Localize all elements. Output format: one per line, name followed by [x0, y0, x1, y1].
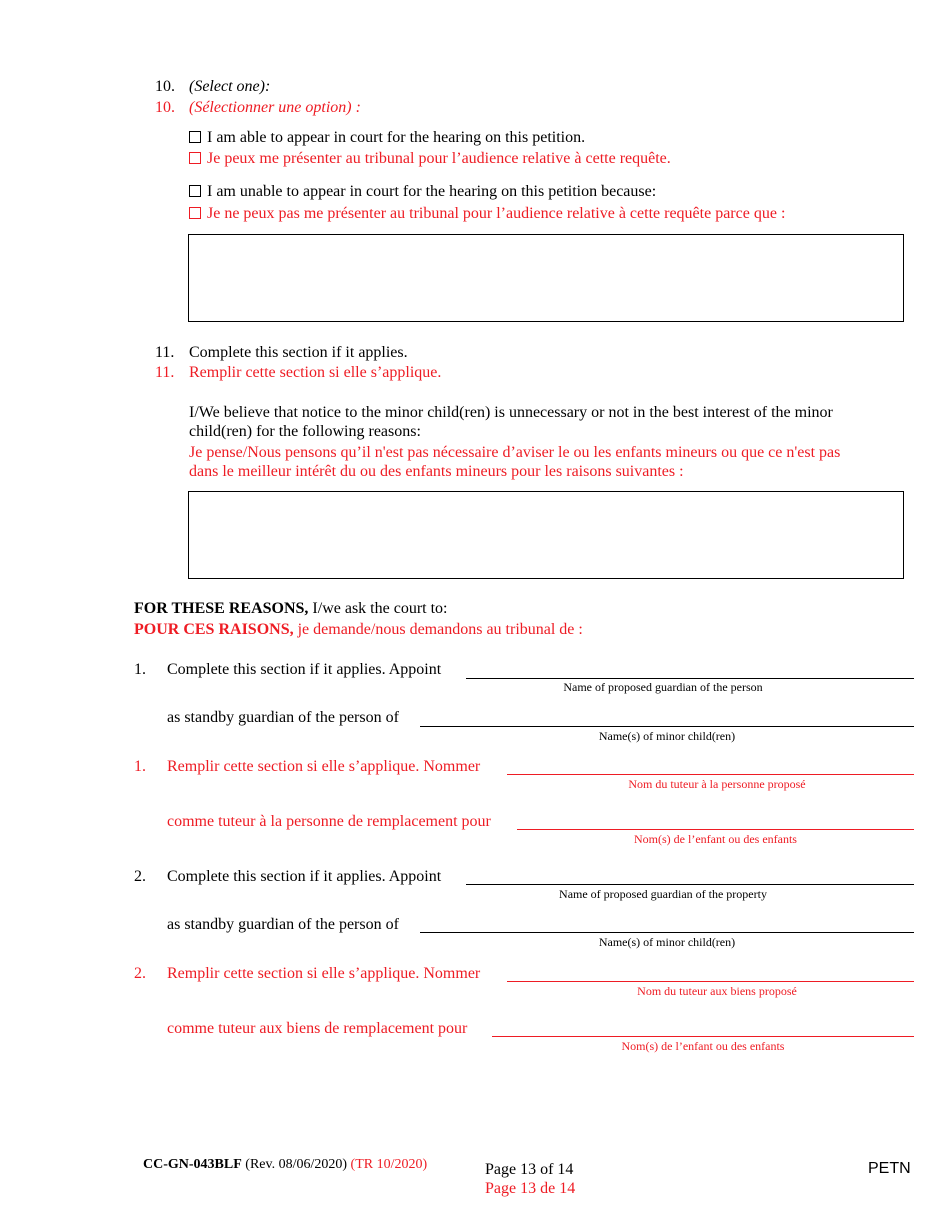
item11-number-fr: 11. — [155, 364, 175, 381]
req2-guardian-field-fr[interactable] — [507, 981, 914, 982]
req2-guardian-caption-en: Name of proposed guardian of the property — [559, 887, 767, 901]
item10-label-fr: (Sélectionner une option) : — [189, 99, 361, 116]
req1-guardian-caption-fr: Nom du tuteur à la personne proposé — [628, 777, 806, 791]
unable-reason-textbox[interactable] — [188, 234, 904, 322]
req2-guardian-field-en[interactable] — [466, 884, 914, 885]
item11-label-fr: Remplir cette section si elle s’applique. — [189, 364, 442, 381]
req2-minor-caption-fr: Nom(s) de l’enfant ou des enfants — [621, 1039, 785, 1053]
req2-appoint-fr: Remplir cette section si elle s’applique. Nommer — [167, 965, 481, 982]
req2-minor-field-fr[interactable] — [492, 1036, 914, 1037]
notice-reasons-textbox[interactable] — [188, 491, 904, 579]
item11-body-en-2: child(ren) for the following reasons: — [189, 423, 421, 440]
item10-number-fr: 10. — [155, 99, 175, 116]
req2-minor-caption-en: Name(s) of minor child(ren) — [598, 935, 736, 949]
req2-standby-en: as standby guardian of the person of — [167, 916, 399, 933]
item10-number-en: 10. — [155, 78, 175, 95]
req1-minor-field-fr[interactable] — [517, 829, 914, 830]
req1-minor-caption-fr: Nom(s) de l’enfant ou des enfants — [634, 832, 797, 846]
req1-guardian-field-fr[interactable] — [507, 774, 914, 775]
req2-minor-field-en[interactable] — [420, 932, 914, 933]
footer-form-code: PETN — [868, 1160, 911, 1177]
footer-form-id: CC-GN-043BLF (Rev. 08/06/2020) (TR 10/2020) — [143, 1157, 428, 1172]
req1-guardian-field-en[interactable] — [466, 678, 914, 679]
item10-label-en: (Select one): — [189, 78, 271, 95]
req2-standby-fr: comme tuteur aux biens de remplacement pour — [167, 1020, 468, 1037]
item11-body-fr-1: Je pense/Nous pensons qu’il n'est pas nécessaire d’aviser le ou les enfants mineurs ou que ce n'est pas — [189, 444, 841, 461]
checkbox-unable[interactable] — [189, 185, 201, 197]
req1-standby-en: as standby guardian of the person of — [167, 709, 399, 726]
req1-minor-field-en[interactable] — [420, 726, 914, 727]
req2-number-en: 2. — [134, 868, 146, 885]
req1-standby-fr: comme tuteur à la personne de remplacement pour — [167, 813, 491, 830]
req1-guardian-caption-en: Name of proposed guardian of the person — [563, 680, 763, 694]
option-unable-checkbox-row[interactable]: I am unable to appear in court for the hearing on this petition because: — [189, 183, 656, 201]
checkbox-able-fr[interactable] — [189, 152, 201, 164]
footer-page-en: Page 13 of 14 — [485, 1161, 574, 1178]
footer-page-fr: Page 13 de 14 — [485, 1180, 576, 1197]
reasons-heading-fr: POUR CES RAISONS, je demande/nous demandons au tribunal de : — [134, 621, 583, 638]
checkbox-unable-fr[interactable] — [189, 207, 201, 219]
req1-minor-caption-en: Name(s) of minor child(ren) — [598, 729, 736, 743]
req2-appoint-en: Complete this section if it applies. Appoint — [167, 868, 442, 885]
option-able-checkbox-row[interactable]: I am able to appear in court for the hearing on this petition. — [189, 129, 585, 147]
req2-guardian-caption-fr: Nom du tuteur aux biens proposé — [637, 984, 797, 998]
req1-appoint-fr: Remplir cette section si elle s’applique. Nommer — [167, 758, 481, 775]
checkbox-able[interactable] — [189, 131, 201, 143]
item11-label-en: Complete this section if it applies. — [189, 344, 408, 361]
item11-body-en-1: I/We believe that notice to the minor child(ren) is unnecessary or not in the best interest of the minor — [189, 404, 833, 421]
item11-number-en: 11. — [155, 344, 175, 361]
option-unable-fr[interactable]: Je ne peux pas me présenter au tribunal pour l’audience relative à cette requête parce que : — [189, 205, 785, 223]
option-able-fr[interactable]: Je peux me présenter au tribunal pour l’audience relative à cette requête. — [189, 150, 671, 168]
req1-number-en: 1. — [134, 661, 146, 678]
req2-number-fr: 2. — [134, 965, 146, 982]
reasons-heading-en: FOR THESE REASONS, I/we ask the court to: — [134, 600, 448, 617]
item11-body-fr-2: dans le meilleur intérêt du ou des enfants mineurs pour les raisons suivantes : — [189, 463, 684, 480]
req1-number-fr: 1. — [134, 758, 146, 775]
req1-appoint-en: Complete this section if it applies. Appoint — [167, 661, 442, 678]
